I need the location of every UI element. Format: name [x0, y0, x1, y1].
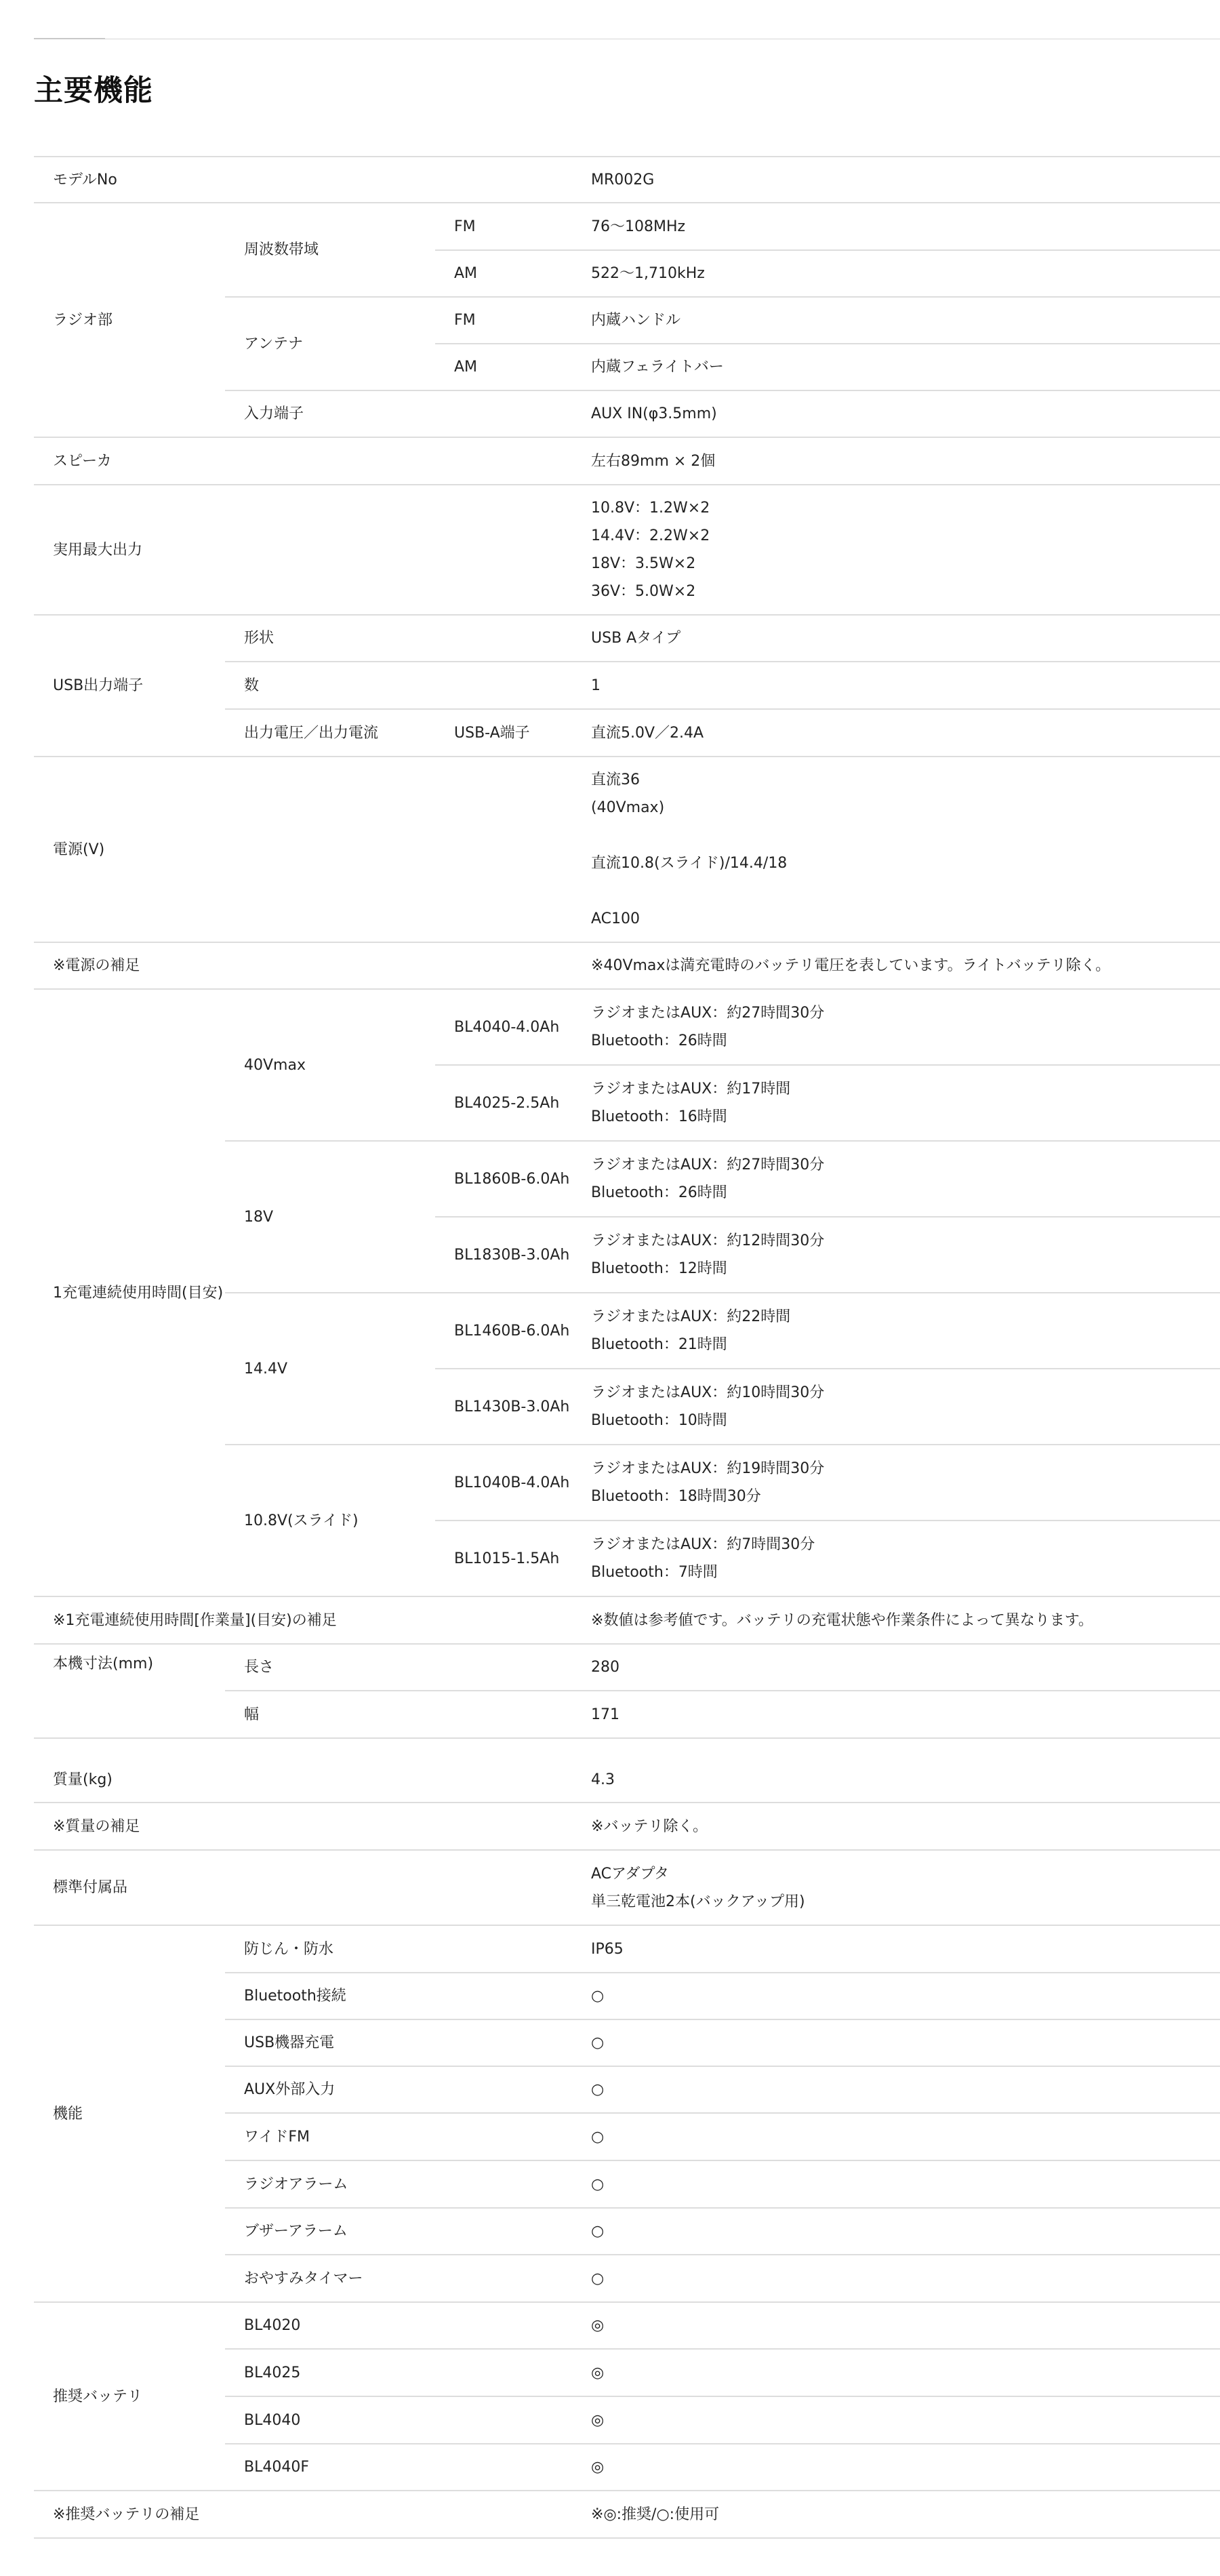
model-value: MR002G — [572, 157, 1220, 203]
runtime-voltage: 10.8V(スライド) — [225, 1445, 435, 1596]
radio-freq-label: 周波数帯域 — [225, 203, 435, 297]
usb-shape-value: USB Aタイプ — [572, 615, 1220, 662]
table-row-accessories — [34, 1850, 1220, 1925]
feature-value: ○ — [572, 2113, 1220, 2160]
table-row-runtime — [34, 989, 1220, 1065]
feature-value: ○ — [572, 2160, 1220, 2208]
max-output-line: 10.8V：1.2W×2 — [591, 500, 710, 517]
recommended-name: BL4025 — [225, 2349, 572, 2396]
usb-count-label: 数 — [225, 662, 572, 709]
accessories-values — [572, 1850, 1220, 1925]
radio-input-label: 入力端子 — [225, 390, 572, 437]
row-label-mass-note: ※質量の補足 — [34, 1803, 572, 1850]
runtime-note-value: ※数値は参考値です。バッテリの充電状態や作業条件によって異なります。 — [572, 1596, 1220, 1644]
table-row-max-output — [34, 485, 1220, 615]
feature-name: Bluetooth接続 — [225, 1973, 572, 2019]
radio-antenna-fm-band: FM — [435, 297, 572, 344]
runtime-line: ラジオまたはAUX：約17時間 — [591, 1081, 791, 1098]
radio-antenna-label: アンテナ — [225, 297, 435, 390]
runtime-line: ラジオまたはAUX：約27時間30分 — [591, 1005, 825, 1022]
runtime-voltage: 14.4V — [225, 1293, 435, 1445]
radio-antenna-fm-value: 内蔵ハンドル — [572, 297, 1220, 344]
runtime-values — [572, 1293, 1220, 1369]
table-row-recommended — [34, 2302, 1220, 2349]
row-label-max-output: 実用最大出力 — [34, 485, 572, 615]
table-row-power — [34, 757, 1220, 942]
radio-antenna-am-value: 内蔵フェライトバー — [572, 344, 1220, 390]
accessories-line: 単三乾電池2本(バックアップ用) — [591, 1893, 805, 1910]
power-line: (40Vmax) — [591, 799, 665, 816]
runtime-values — [572, 1141, 1220, 1217]
feature-name: おやすみタイマー — [225, 2255, 572, 2302]
power-line: 直流36 — [591, 771, 640, 788]
runtime-line: ラジオまたはAUX：約12時間30分 — [591, 1232, 825, 1249]
spec-table — [34, 156, 1220, 2539]
radio-freq-fm-value: 76～108MHz — [572, 203, 1220, 250]
power-line: 直流10.8(スライド)/14.4/18 — [591, 855, 788, 872]
power-values — [572, 757, 1220, 942]
row-label-power-note: ※電源の補足 — [34, 942, 572, 989]
recommended-note-value: ※◎:推奨/○:使用可 — [572, 2491, 1220, 2538]
row-label-usb: USB出力端子 — [34, 615, 225, 757]
feature-name: 防じん・防水 — [225, 1925, 572, 1973]
radio-freq-am-band: AM — [435, 250, 572, 297]
row-label-mass: 質量(kg) — [34, 1738, 572, 1803]
row-label-model: モデルNo — [34, 157, 572, 203]
radio-input-value: AUX IN(φ3.5mm) — [572, 390, 1220, 437]
feature-value: ○ — [572, 2066, 1220, 2113]
recommended-value: ◎ — [572, 2444, 1220, 2491]
row-label-power: 電源(V) — [34, 757, 572, 942]
table-row-power-note — [34, 942, 1220, 989]
runtime-line: Bluetooth：18時間30分 — [591, 1488, 761, 1505]
runtime-line: Bluetooth：12時間 — [591, 1260, 727, 1277]
runtime-line: Bluetooth：26時間 — [591, 1032, 727, 1049]
runtime-values — [572, 1521, 1220, 1596]
dimensions-length-value: 280 — [572, 1644, 1220, 1691]
row-label-accessories: 標準付属品 — [34, 1850, 572, 1925]
recommended-name: BL4040F — [225, 2444, 572, 2491]
recommended-value: ◎ — [572, 2396, 1220, 2444]
max-output-line: 14.4V：2.2W×2 — [591, 527, 710, 544]
runtime-line: Bluetooth：26時間 — [591, 1184, 727, 1201]
max-output-line: 36V：5.0W×2 — [591, 583, 696, 600]
feature-name: USB機器充電 — [225, 2019, 572, 2066]
feature-value: ○ — [572, 2019, 1220, 2066]
page-title: 主要機能 — [34, 74, 153, 108]
runtime-line: ラジオまたはAUX：約22時間 — [591, 1308, 791, 1325]
runtime-battery: BL4040-4.0Ah — [435, 989, 572, 1065]
row-label-features: 機能 — [34, 1925, 225, 2302]
feature-name: ブザーアラーム — [225, 2208, 572, 2255]
runtime-voltage: 18V — [225, 1141, 435, 1293]
table-row-radio-freq-fm — [34, 203, 1220, 250]
radio-antenna-am-band: AM — [435, 344, 572, 390]
usb-count-value: 1 — [572, 662, 1220, 709]
row-label-dimensions: 本機寸法(mm) — [34, 1644, 225, 1738]
feature-name: ワイドFM — [225, 2113, 572, 2160]
dimensions-length-label: 長さ — [225, 1644, 572, 1691]
row-label-runtime: 1充電連続使用時間(目安) — [34, 989, 225, 1596]
dimensions-width-label: 幅 — [225, 1691, 572, 1738]
power-line: AC100 — [591, 910, 640, 927]
mass-note-value: ※バッテリ除く。 — [572, 1803, 1220, 1850]
table-row-mass-note — [34, 1803, 1220, 1850]
feature-value: ○ — [572, 2255, 1220, 2302]
runtime-values — [572, 1445, 1220, 1521]
usb-voltage-label: 出力電圧／出力電流 — [225, 709, 435, 757]
runtime-battery: BL1430B-3.0Ah — [435, 1369, 572, 1445]
radio-freq-fm-band: FM — [435, 203, 572, 250]
runtime-values — [572, 1217, 1220, 1293]
row-label-runtime-note: ※1充電連続使用時間[作業量](目安)の補足 — [34, 1596, 572, 1644]
power-note-value: ※40Vmaxは満充電時のバッテリ電圧を表しています。ライトバッテリ除く。 — [572, 942, 1220, 989]
mass-value: 4.3 — [572, 1738, 1220, 1803]
table-row-recommended-note — [34, 2491, 1220, 2538]
runtime-line: ラジオまたはAUX：約19時間30分 — [591, 1460, 825, 1477]
runtime-values — [572, 1369, 1220, 1445]
table-row-dimensions-length — [34, 1644, 1220, 1691]
runtime-battery: BL4025-2.5Ah — [435, 1065, 572, 1141]
table-row-speaker — [34, 437, 1220, 485]
feature-name: AUX外部入力 — [225, 2066, 572, 2113]
max-output-line: 18V：3.5W×2 — [591, 555, 696, 572]
table-row-mass — [34, 1738, 1220, 1803]
usb-voltage-value: 直流5.0V／2.4A — [572, 709, 1220, 757]
power-blank-line — [591, 877, 1220, 905]
runtime-battery: BL1460B-6.0Ah — [435, 1293, 572, 1369]
runtime-line: Bluetooth：21時間 — [591, 1336, 727, 1353]
usb-voltage-port: USB-A端子 — [435, 709, 572, 757]
runtime-values — [572, 1065, 1220, 1141]
runtime-line: ラジオまたはAUX：約7時間30分 — [591, 1536, 815, 1553]
runtime-line: Bluetooth：10時間 — [591, 1412, 727, 1429]
row-label-recommended-note: ※推奨バッテリの補足 — [34, 2491, 572, 2538]
accessories-line: ACアダプタ — [591, 1865, 669, 1883]
runtime-line: ラジオまたはAUX：約10時間30分 — [591, 1384, 825, 1401]
speaker-value: 左右89mm × 2個 — [572, 437, 1220, 485]
max-output-values — [572, 485, 1220, 615]
top-divider-accent — [34, 38, 105, 39]
dimensions-width-value: 171 — [572, 1691, 1220, 1738]
feature-name: ラジオアラーム — [225, 2160, 572, 2208]
row-label-recommended: 推奨バッテリ — [34, 2302, 225, 2491]
runtime-battery: BL1860B-6.0Ah — [435, 1141, 572, 1217]
row-label-radio: ラジオ部 — [34, 203, 225, 437]
recommended-value: ◎ — [572, 2349, 1220, 2396]
feature-value: ○ — [572, 2208, 1220, 2255]
table-row-runtime-note — [34, 1596, 1220, 1644]
radio-freq-am-value: 522～1,710kHz — [572, 250, 1220, 297]
runtime-line: ラジオまたはAUX：約27時間30分 — [591, 1156, 825, 1173]
recommended-value: ◎ — [572, 2302, 1220, 2349]
power-blank-line — [591, 822, 1220, 849]
runtime-battery: BL1015-1.5Ah — [435, 1521, 572, 1596]
runtime-battery: BL1040B-4.0Ah — [435, 1445, 572, 1521]
runtime-battery: BL1830B-3.0Ah — [435, 1217, 572, 1293]
feature-value: ○ — [572, 1973, 1220, 2019]
table-row-model — [34, 157, 1220, 203]
runtime-values — [572, 989, 1220, 1065]
row-label-speaker: スピーカ — [34, 437, 572, 485]
runtime-line: Bluetooth：7時間 — [591, 1564, 718, 1581]
recommended-name: BL4040 — [225, 2396, 572, 2444]
table-row-feature — [34, 1925, 1220, 1973]
usb-shape-label: 形状 — [225, 615, 572, 662]
recommended-name: BL4020 — [225, 2302, 572, 2349]
feature-value: IP65 — [572, 1925, 1220, 1973]
runtime-line: Bluetooth：16時間 — [591, 1108, 727, 1125]
table-row-usb-shape — [34, 615, 1220, 662]
runtime-voltage: 40Vmax — [225, 989, 435, 1141]
